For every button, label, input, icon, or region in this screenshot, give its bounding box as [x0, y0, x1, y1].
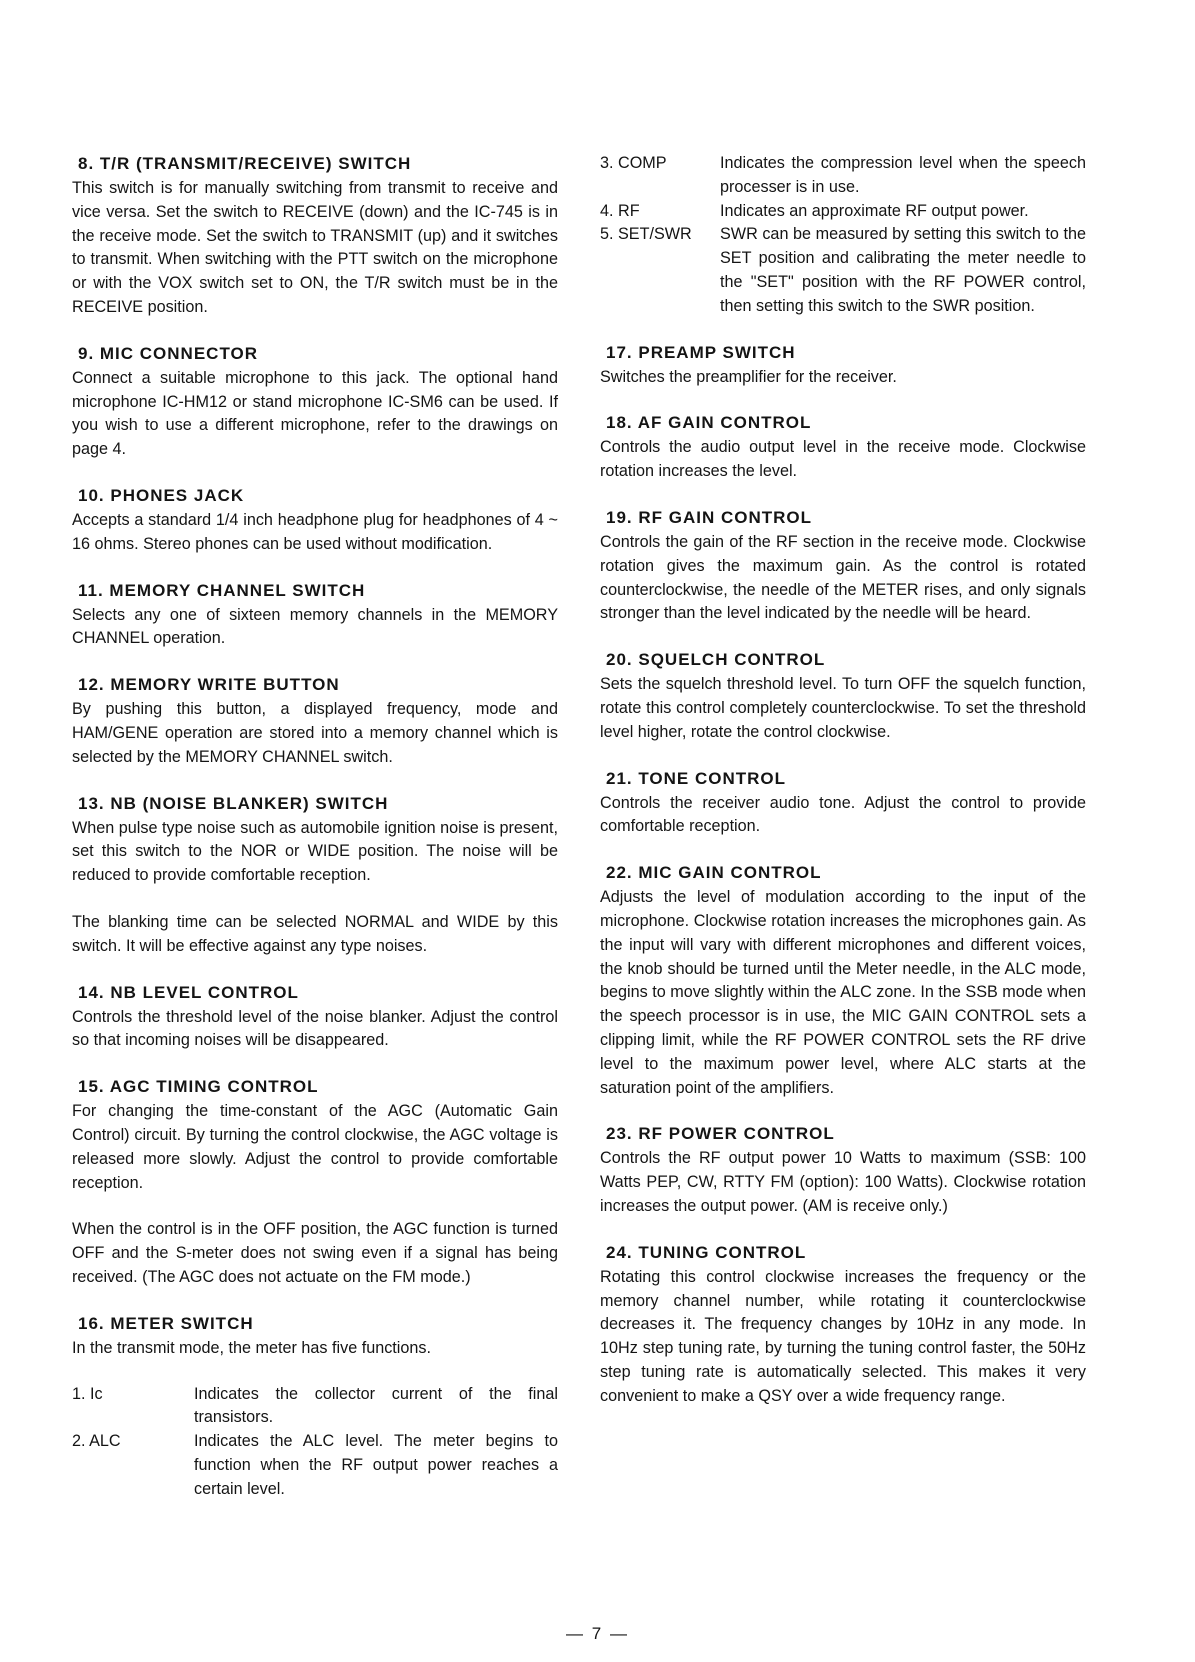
section-heading: 16. METER SWITCH [78, 1313, 254, 1333]
section-text: When pulse type noise such as automobile ignition noise is present, set this switch to the NOR or WIDE position. The noise will be reduced to provide comfortable reception. [72, 818, 558, 885]
page-number: — 7 — [566, 1624, 629, 1643]
meter-function-item [72, 1383, 558, 1431]
meter-function-item [600, 223, 1086, 318]
section-text: Controls the threshold level of the noise blanker. Adjust the control so that incoming noises will be disappeared. [72, 1007, 558, 1050]
left-column [72, 152, 558, 1523]
section-mic-connector [72, 342, 558, 462]
section-text: Connect a suitable microphone to this jack. The optional hand microphone IC-HM12 or stand microphone IC-SM6 can be used. If you wish to use a different microphone, refer to the drawings on page 4. [72, 368, 558, 459]
meter-function-term: 5. SET/SWR [600, 225, 692, 244]
section-text: The blanking time can be selected NORMAL and WIDE by this switch. It will be effective against any type noises. [72, 912, 558, 955]
section-text: Rotating this control clockwise increases the frequency or the memory channel number, while rotating it counterclockwise decreases it. The frequency changes by 10Hz in any mode. In 10Hz step tuning rate, by turning the tuning control faster, the 50Hz step tuning rate is automatically selected. This makes it very convenient to make a QSY over a wide frequency range. [600, 1267, 1086, 1405]
meter-function-desc: Indicates the collector current of the final transistors. [194, 1384, 558, 1427]
section-text: Adjusts the level of modulation according to the input of the microphone. Clockwise rotation increases the microphones gain. As the input will vary with different microphones and different voices, the knob should be turned until the Meter needle, in the ALC mode, begins to move slightly within the ALC zone. In the SSB mode when the speech processor is in use, the MIC GAIN CONTROL sets a clipping limit, while the RF POWER CONTROL sets the RF drive level to the maximum power level, where ALC starts at the saturation point of the amplifiers. [600, 888, 1086, 1097]
section-heading: 8. T/R (TRANSMIT/RECEIVE) SWITCH [78, 154, 412, 173]
meter-function-list [600, 152, 1086, 319]
section-heading: 12. MEMORY WRITE BUTTON [78, 675, 340, 695]
section-text: When the control is in the OFF position, the AGC function is turned OFF and the S-meter does not swing even if a signal has being received. (The AGC does not actuate on the FM mode.) [72, 1220, 558, 1286]
right-column [600, 152, 1086, 1430]
section-heading: 19. RF GAIN CONTROL [606, 507, 813, 527]
section-heading: 20. SQUELCH CONTROL [606, 650, 826, 670]
section-heading: 15. AGC TIMING CONTROL [78, 1077, 319, 1097]
meter-function-term: 2. ALC [72, 1432, 121, 1451]
section-preamp-switch [600, 341, 1086, 390]
section-nb-level-control [72, 981, 558, 1054]
meter-function-item [72, 1430, 558, 1501]
meter-function-item [600, 152, 1086, 200]
meter-function-continued [600, 152, 1086, 319]
section-text: For changing the time-constant of the AGC (Automatic Gain Control) circuit. By turning the control clockwise, the AGC voltage is released more slowly. Adjust the control to provide comfortable reception. [72, 1102, 558, 1192]
section-text: Controls the RF output power 10 Watts to maximum (SSB: 100 Watts PEP, CW, RTTY FM (option): 100 Watts). Clockwise rotation increases the output power. (AM is receive only.) [600, 1149, 1086, 1215]
section-heading: 23. RF POWER CONTROL [606, 1124, 835, 1144]
section-tr-switch [72, 152, 558, 320]
section-heading: 21. TONE CONTROL [606, 768, 787, 788]
meter-function-desc: Indicates an approximate RF output power. [720, 201, 1029, 220]
meter-function-item [600, 200, 1086, 224]
section-memory-channel-switch [72, 579, 558, 652]
section-squelch-control [600, 648, 1086, 744]
section-text: Sets the squelch threshold level. To turn OFF the squelch function, rotate this control completely counterclockwise. To set the threshold level higher, rotate the control clockwise. [600, 675, 1086, 741]
meter-function-desc: Indicates the ALC level. The meter begins to function when the RF output power reaches a certain level. [194, 1432, 558, 1498]
section-heading: 17. PREAMP SWITCH [606, 342, 796, 362]
section-text: Selects any one of sixteen memory channels in the MEMORY CHANNEL operation. [72, 605, 558, 648]
section-text: Accepts a standard 1/4 inch headphone plug for headphones of 4 ~ 16 ohms. Stereo phones can be used without modification. [72, 510, 558, 553]
section-tuning-control [600, 1241, 1086, 1409]
section-rf-power-control [600, 1122, 1086, 1218]
section-heading: 10. PHONES JACK [78, 485, 245, 505]
section-heading: 22. MIC GAIN CONTROL [606, 863, 822, 883]
meter-function-term: 4. RF [600, 201, 640, 220]
section-text: Controls the receiver audio tone. Adjust the control to provide comfortable reception. [600, 793, 1086, 836]
section-heading: 24. TUNING CONTROL [606, 1242, 807, 1262]
section-memory-write-button [72, 673, 558, 769]
section-af-gain-control [600, 411, 1086, 484]
section-agc-timing-control [72, 1075, 558, 1290]
section-heading: 13. NB (NOISE BLANKER) SWITCH [78, 793, 389, 813]
section-mic-gain-control [600, 861, 1086, 1100]
meter-function-list [72, 1383, 558, 1502]
section-text: This switch is for manually switching from transmit to receive and vice versa. Set the switch to RECEIVE (down) and the IC-745 is in the receive mode. Set the switch to TRANSMIT (up) and it switches to transmit. When switching with the PTT switch on the microphone or with the VOX switch set to ON, the T/R switch must be in the RECEIVE position. [72, 179, 558, 316]
meter-function-desc: Indicates the compression level when the speech processer is in use. [720, 154, 1086, 196]
section-heading: 11. MEMORY CHANNEL SWITCH [78, 580, 366, 600]
section-text: Controls the audio output level in the receive mode. Clockwise rotation increases the level. [600, 438, 1086, 481]
meter-function-desc: SWR can be measured by setting this switch to the SET position and calibrating the meter needle to the "SET" position with the RF POWER control, then setting this switch to the SWR position. [720, 225, 1086, 315]
section-tone-control [600, 767, 1086, 840]
section-nb-switch [72, 792, 558, 959]
section-text: Controls the gain of the RF section in the receive mode. Clockwise rotation gives the maximum gain. As the control is rotated counterclockwise, the needle of the METER rises, and only signals stronger than the level indicated by the needle will be heard. [600, 532, 1086, 623]
section-text: In the transmit mode, the meter has five functions. [72, 1338, 431, 1357]
section-rf-gain-control [600, 506, 1086, 626]
meter-function-term: 3. COMP [600, 154, 667, 172]
section-meter-switch [72, 1312, 558, 1502]
section-text: By pushing this button, a displayed frequency, mode and HAM/GENE operation are stored into a memory channel which is selected by the MEMORY CHANNEL switch. [72, 700, 558, 766]
section-text: Switches the preamplifier for the receiver. [600, 367, 897, 386]
section-heading: 14. NB LEVEL CONTROL [78, 982, 299, 1002]
section-heading: 9. MIC CONNECTOR [78, 343, 259, 363]
meter-function-term: 1. Ic [72, 1384, 103, 1403]
section-heading: 18. AF GAIN CONTROL [606, 413, 812, 433]
section-phones-jack [72, 484, 558, 557]
